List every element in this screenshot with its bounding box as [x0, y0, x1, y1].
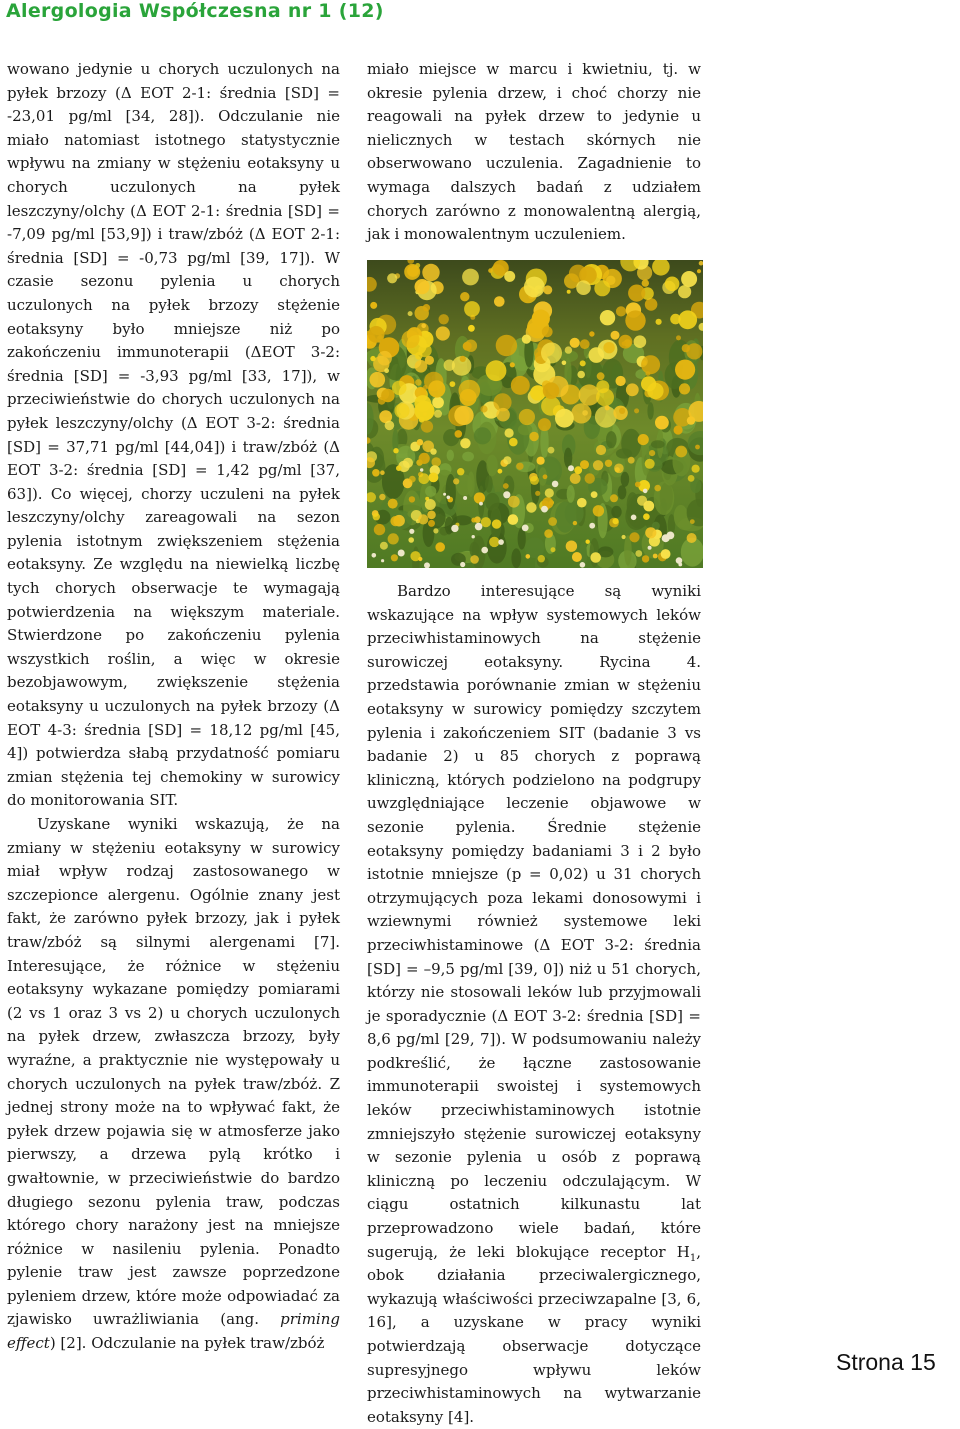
page-number: Strona 15 — [836, 1349, 936, 1375]
left-text-column — [7, 58, 340, 1356]
journal-header — [0, 0, 960, 27]
subscript: 1 — [689, 1252, 697, 1264]
paragraph-text: ) [2]. Odczulanie na pyłek traw/zbóż — [49, 1334, 325, 1353]
right-text-column-bottom — [367, 580, 701, 1429]
paragraph — [7, 813, 340, 1356]
paragraph: miało miejsce w marcu i kwietniu, tj. w okresie pylenia drzew, i choć chorzy nie reagowali na pyłek drzew to jedynie u nielicznych w testach skórnych nie obserwowano uczulenia. Zagadnienie to wymaga dalszych badań z udziałem chorych zarówno z monowalentną alergią, jak i monowalentnym uczuleniem. — [367, 60, 701, 244]
paragraph — [367, 580, 701, 1429]
right-text-column-top — [367, 58, 701, 247]
paragraph-text: Uzyskane wyniki wskazują, że na zmiany w stężeniu eotaksyny w surowicy miał wpływ rodzaj zastosowanego w szczepionce alergenu. Ogólnie znany jest fakt, że zarówno pyłek brzozy, jak i pyłek traw/zbóż są silnymi alergenami [7]. Interesujące, że różnice w stężeniu eotaksyny wykazane pomiędzy pomiarami (2 vs 1 oraz 3 vs 2) u chorych uczulonych na pyłek drzew, zwłaszcza brzozy, były wyraźne, a praktycznie nie występowały u chorych uczulonych na pyłek traw/zbóż. Z jednej strony może na to wpływać fakt, że pyłek drzew pojawia się w atmosferze jako pierwszy, a drzewa pylą krótko i gwałtownie, w przeciwieństwie do bardzo długiego sezonu pylenia traw, podczas którego chory narażony jest na mniejsze różnice w nasileniu pylenia. Ponadto pylenie traw jest zawsze poprzedzone pyleniem drzew, które może odpowiadać za zjawisko uwrażliwiania (ang. — [7, 815, 340, 1329]
paragraph-text: Bardzo interesujące są wyniki wskazujące na wpływ systemowych leków przeciwhistaminowych na stężenie surowiczej eotaksyny. Rycina 4. przedstawia porównanie zmian w stężeniu eotaksyny w surowicy pomiędzy szczytem pylenia i zakończeniem SIT (badanie 3 vs badanie 2) u 85 chorych z poprawą kliniczną, których podzielono na podgrupy uwzględniające leczenie objawowe w sezonie pylenia. Średnie stężenie eotaksyny pomiędzy badaniami 3 i 2 było istotnie mniejsze (p = 0,02) u 31 chorych otrzymujących poza lekami donosowymi i wziewnymi również systemowe leki przeciwhistaminowe (Δ EOT 3-2: średnia [SD] = –9,5 pg/ml [39, 0]) niż u 51 chorych, którzy nie stosowali leków lub przyjmowali je sporadycznie (Δ EOT 3-2: średnia [SD] = 8,6 pg/ml [29, 7]). W podsumowaniu należy podkreślić, że łączne zastosowanie immunoterapii swoistej i systemowych leków przeciwhistaminowych istotnie zmniejszyło stężenie surowiczej eotaksyny w sezonie pylenia u osób z poprawą kliniczną po leczeniu odczulającym. W ciągu ostatnich kilkunastu lat przeprowadzono wiele badań, które sugerują, że leki blokujące receptor H — [367, 582, 701, 1261]
paragraph-text: , obok działania przeciwalergicznego, wykazują właściwości przeciwzapalne [3, 6, 16], a uzyskane w pracy wyniki potwierdzają obserwacje dotyczące supresyjnego wpływu leków przeciwhistaminowych na wytwarzanie eotaksyny [4]. — [367, 1242, 701, 1426]
emphasis-term: priming effect — [7, 1310, 340, 1353]
journal-title: Alergologia Współczesna nr 1 (12) — [6, 0, 384, 22]
flower-field-photo — [367, 260, 703, 568]
paragraph: wowano jedynie u chorych uczulonych na pyłek brzozy (Δ EOT 2-1: średnia [SD] = -23,01 pg/ml [34, 28]). Odczulanie nie miało natomiast istotnego statystycznie wpływu na zmiany w stężeniu eotaksyny u chorych uczulonych na pyłek leszczyny/olchy (Δ EOT 2-1: średnia [SD] = -7,09 pg/ml [53,9]) i traw/zbóż (Δ EOT 2-1: średnia [SD] = -0,73 pg/ml [39, 17]). W czasie sezonu pylenia u chorych uczulonych na pyłek brzozy stężenie eotaksyny było mniejsze niż po zakończeniu immunoterapii (ΔEOT 3-2: średnia [SD] = -3,93 pg/ml [33, 17]), w przeciwieństwie do chorych uczulonych na pyłek leszczyny/olchy (Δ EOT 3-2: średnia [SD] = 37,71 pg/ml [44,04]) i traw/zbóż (Δ EOT 3-2: średnia [SD] = 1,42 pg/ml [37, 63]). Co więcej, chorzy uczuleni na pyłek leszczyny/olchy zareagowali na sezon pylenia istotnym zwiększeniem stężenia eotaksyny. Ze względu na niewielką liczbę tych chorych obserwacje te wymagają potwierdzenia na większym materiale. Stwierdzone po zakończeniu pylenia wszystkich roślin, a więc w okresie bezobjawowym, zwiększenie stężenia eotaksyny u uczulonych na pyłek brzozy (Δ EOT 4-3: średnia [SD] = 18,12 pg/ml [45, 4]) potwierdza słabą przydatność pomiaru zmian stężenia tej chemokiny w surowicy do monitorowania SIT. — [7, 60, 340, 810]
